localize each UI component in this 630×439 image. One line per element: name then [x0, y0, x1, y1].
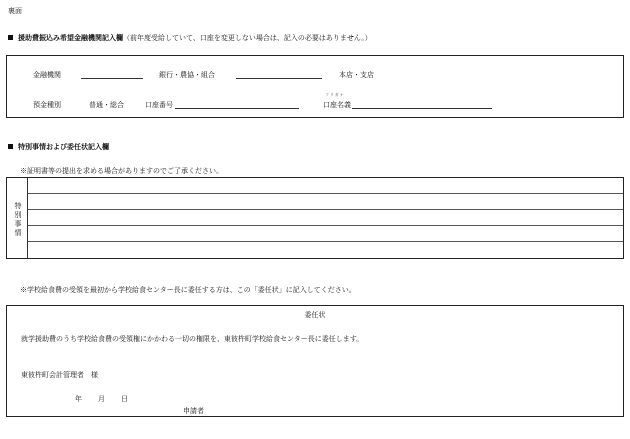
square-bullet-icon — [8, 144, 13, 149]
writing-line — [28, 193, 623, 194]
special-circumstances-lines[interactable] — [28, 178, 623, 258]
writing-line — [28, 209, 623, 210]
account-number-label: 口座番号 — [145, 101, 173, 109]
writing-line — [28, 241, 623, 242]
section1-header — [8, 33, 372, 43]
bank-types: 銀行・農協・組合 — [159, 71, 215, 79]
special-circumstances-box — [6, 177, 624, 259]
power-of-attorney-body: 就学援助費のうち学校給食費の受領権にかかわる一切の権限を、東彼杵町学校給食センター長に委任します。 — [21, 335, 364, 343]
deposit-type-label: 預金種別 — [33, 101, 61, 109]
section2-header — [8, 142, 109, 152]
writing-line — [28, 225, 623, 226]
deposit-options[interactable]: 普通・総合 — [89, 101, 124, 109]
section1-title: 援助費振込み希望金融機関記入欄 — [18, 33, 123, 42]
date-day[interactable]: 日 — [121, 395, 128, 403]
date-year[interactable]: 年 — [75, 395, 82, 403]
addressee: 東彼杵町会計管理者 様 — [21, 371, 98, 379]
square-bullet-icon — [8, 35, 13, 40]
special-circumstances-side-label: 特 別 事 情 — [14, 202, 22, 237]
section3-note: ※学校給食費の受領を最初から学校給食センター長に委任する方は、この「委任状」に記入してください。 — [20, 286, 356, 294]
account-holder-label: 口座名義 — [323, 101, 351, 109]
page-label: 裏面 — [8, 7, 22, 15]
bank-label: 金融機関 — [33, 71, 61, 79]
branch-name-field[interactable] — [236, 78, 322, 79]
account-number-field[interactable] — [175, 108, 299, 109]
bank-name-field[interactable] — [81, 78, 143, 79]
account-holder-furigana: フリガナ — [325, 92, 345, 97]
bank-account-box — [6, 55, 624, 118]
section2-note: ※証明書等の提出を求める場合がありますのでご了承ください。 — [20, 167, 223, 175]
account-holder-field[interactable] — [352, 108, 492, 109]
section1-note: （前年度受給していて、口座を変更しない場合は、記入の必要はありません。） — [123, 34, 372, 42]
date-month[interactable]: 月 — [98, 395, 105, 403]
section2-title: 特別事情および委任状記入欄 — [18, 142, 109, 151]
branch-types: 本店・支店 — [339, 71, 374, 79]
power-of-attorney-title: 委任状 — [304, 311, 326, 319]
applicant-label: 申請者 — [183, 407, 204, 415]
power-of-attorney-box — [6, 305, 624, 417]
